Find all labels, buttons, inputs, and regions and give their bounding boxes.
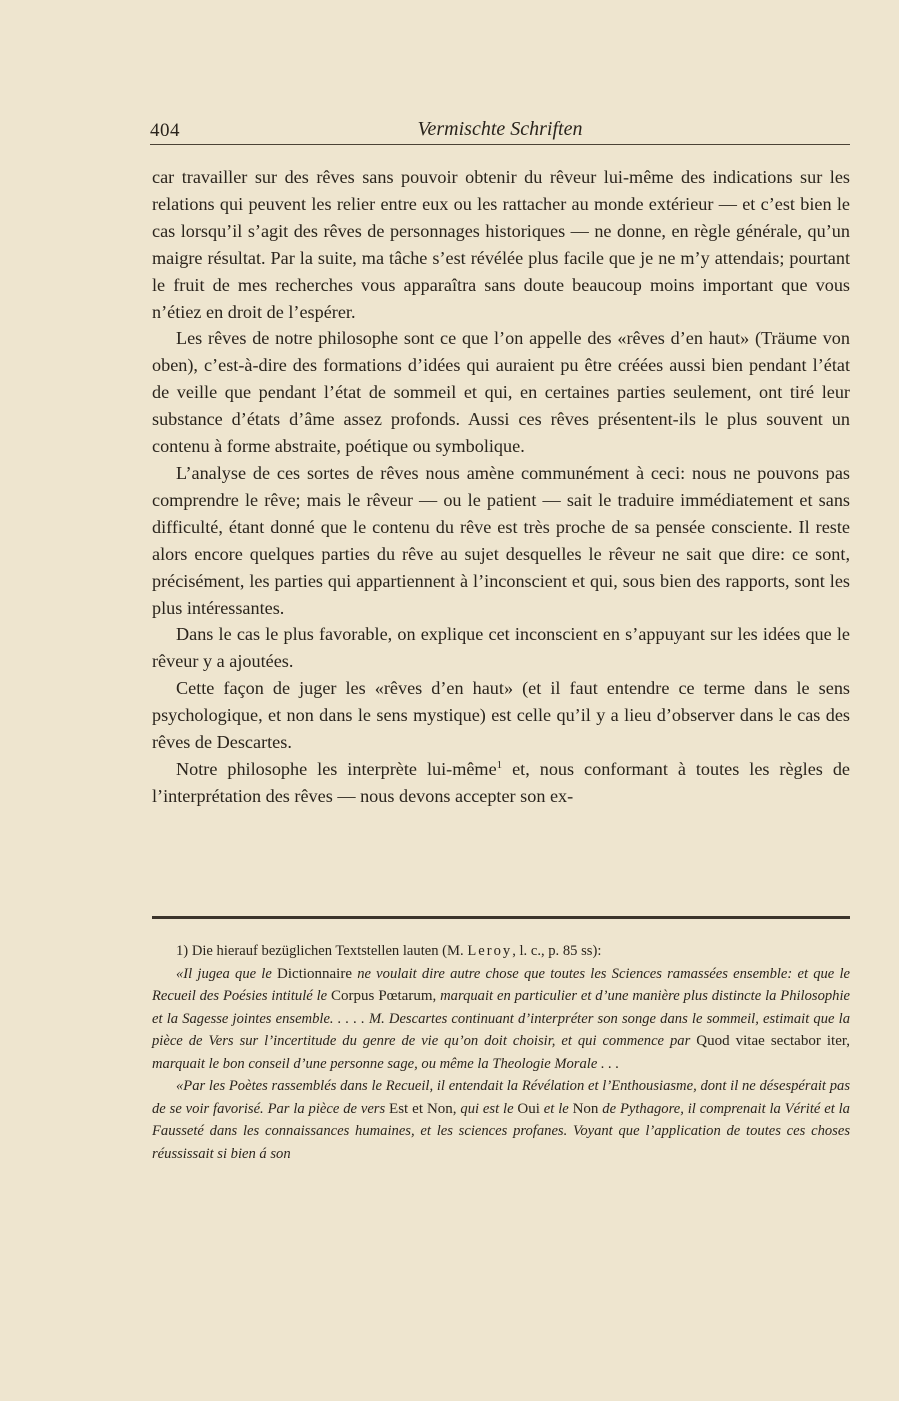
footnote-separator [152,916,850,919]
footnote-marker: 1) [176,943,189,959]
page-number: 404 [150,120,180,141]
quote-roman: Dictionnaire [277,965,353,982]
quote-text: «Il jugea que le [176,965,278,982]
paragraph: Cette façon de juger les «rêves d’en haut» (et il faut entendre ce terme dans le sens psychologique, et non dans le sens mystique) est celle qu’il y a lieu d’observer dans le cas des rêves de Descartes. [152,678,850,753]
quote-text: marquait le bon conseil d’une personne sage, ou même la Theologie Morale . . . [152,1055,620,1072]
body-text [152,164,850,810]
quote-text: ne voulait dire autre chose que toutes les Sciences ramassées ensemble: et que le Recueil des Poésies intitulé le [152,965,850,1004]
quote-text: marquait en particulier et d’une manière plus distincte la Philosophie et la Sagesse jointes ensemble. . . . . M. Descartes continuant d’interpréter son songe dans le sommeil, estimait que la pièce de Vers sur l’incertitude du genre de vie qu’on doit choisir, et qui commence par [152,988,851,1049]
footnote-1 [152,940,850,963]
footnote-author: Leroy [467,943,513,959]
paragraph-text: et, nous conformant à toutes les règles de l’interprétation des rêves — nous devons accepter son ex- [152,758,850,806]
running-title: Vermischte Schriften [417,118,583,140]
quote-text: qui est le [456,1100,518,1117]
quote-roman: Oui [517,1100,540,1117]
paragraph: car travailler sur des rêves sans pouvoir obtenir du rêveur lui-même des indications sur les relations qui peuvent les relier entre eux ou les rattacher au monde extérieur — et c’est bien le cas lorsqu’il s’agit des rêves de personnages historiques — ne donne, en règle générale, qu’un maigre résultat. Par la suite, ma tâche s’est révélée plus facile que je ne m’y attendais; pourtant le fruit de mes recherches vous apparaîtra sans doute beaucoup moins important que vous n’étiez en droit de l’espérer. [152,167,850,322]
quote-roman: Est et Non, [389,1100,457,1117]
footnote-quote [152,963,850,1076]
quote-text: de Pythagore, il comprenait la Vérité et la Fausseté dans les connaissances humaines, et les sciences profanes. Voyant que l’application de toutes ces choses réussissait si bien á son [152,1100,850,1162]
paragraph-text: Notre philosophe les interprète lui-même [176,758,497,779]
quote-roman: Quod vitae sectabor iter, [696,1033,851,1049]
paragraph: Dans le cas le plus favorable, on explique cet inconscient en s’appuyant sur les idées que le rêveur y a ajoutées. [152,624,850,672]
quote-text: «Par les Poètes rassemblés dans le Recueil, il entendait la Révélation et l’Enthousiasme, dont il ne désespérait pas de se voir favorisé. Par la pièce de vers [152,1078,850,1117]
quote-roman: Non [572,1100,599,1117]
page-header [150,116,850,145]
paragraph: Les rêves de notre philosophe sont ce que l’on appelle des «rêves d’en haut» (Träume von oben), c’est-à-dire des formations d’idées qui auraient pu être créées aussi bien pendant l’état de veille que pendant l’état de sommeil et qui, en certaines parties seulement, ont tiré leur substance d’états d’âme assez profonds. Aussi ces rêves présentent-ils le plus souvent un contenu à forme abstraite, poétique ou symbolique. [152,328,850,457]
footnote-text: , l. c., p. 85 ss): [512,943,602,959]
footnote-text: Die hierauf bezüglichen Textstellen lauten (M. [191,943,468,959]
footnotes [152,940,850,1165]
footnote-quote [152,1075,850,1165]
paragraph [152,756,850,810]
quote-roman: Corpus Pœtarum, [331,988,437,1004]
footnote-reference[interactable]: 1 [496,758,503,771]
quote-text: et le [539,1100,573,1117]
paragraph: L’analyse de ces sortes de rêves nous amène communément à ceci: nous ne pouvons pas comprendre le rêve; mais le rêveur — ou le patient — sait le traduire immédiatement et sans difficulté, étant donné que le contenu du rêve est très proche de sa pensée consciente. Il reste alors encore quelques parties du rêve au sujet desquelles le rêveur ne sait que dire: ce sont, précisément, les parties qui appartiennent à l’inconscient et qui, sous bien des rapports, sont les plus intéressantes. [152,462,850,618]
